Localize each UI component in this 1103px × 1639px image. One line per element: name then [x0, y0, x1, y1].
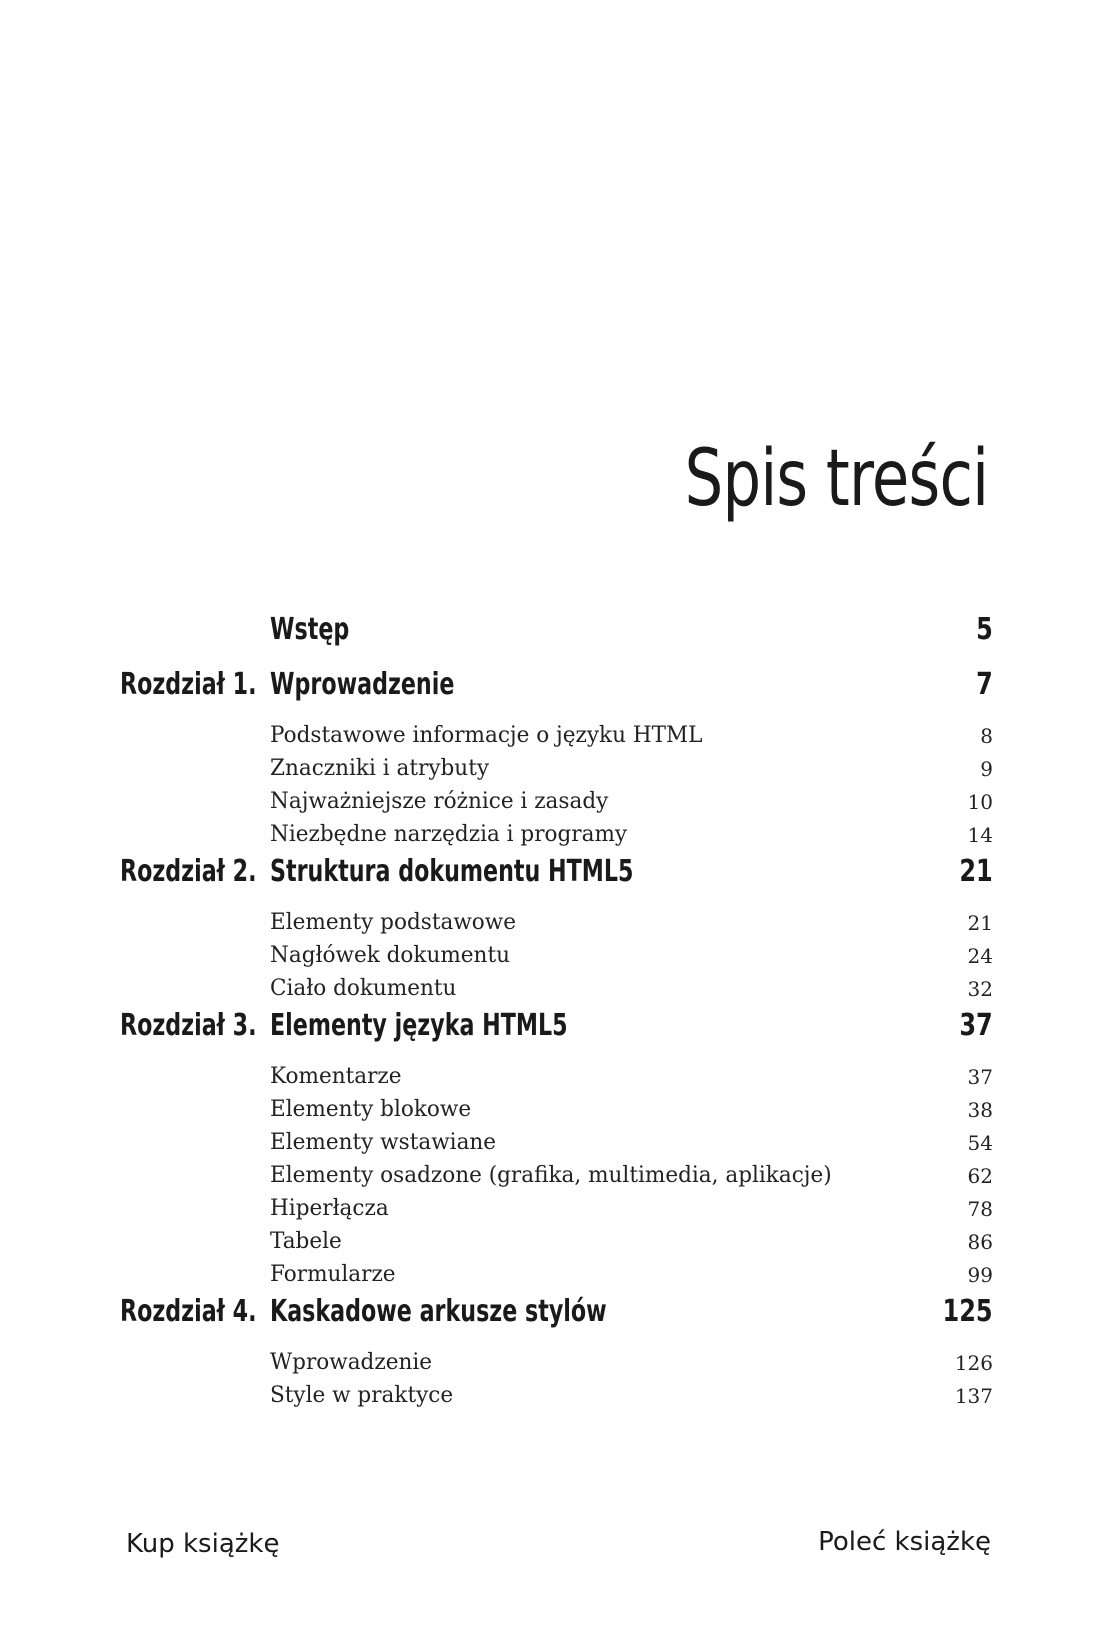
- chapter-page: 7: [976, 667, 993, 702]
- chapter-page: 5: [976, 612, 993, 647]
- entry-title: Podstawowe informacje o języku HTML: [270, 723, 703, 748]
- entry-page: 54: [967, 1131, 993, 1155]
- toc-entry[interactable]: [0, 1228, 1103, 1261]
- entry-page: 126: [954, 1351, 993, 1375]
- entry-title: Formularze: [270, 1262, 396, 1287]
- entry-page: 86: [967, 1230, 993, 1254]
- toc-chapter-1[interactable]: [0, 667, 1103, 722]
- toc-entry[interactable]: [0, 788, 1103, 821]
- toc-entry[interactable]: [0, 975, 1103, 1008]
- chapter-title: Struktura dokumentu HTML5: [270, 854, 634, 889]
- entry-page: 21: [967, 911, 993, 935]
- entry-page: 32: [967, 977, 993, 1001]
- entry-title: Komentarze: [270, 1064, 402, 1089]
- recommend-book-link[interactable]: Poleć książkę: [818, 1527, 991, 1557]
- entry-title: Style w praktyce: [270, 1383, 454, 1408]
- toc-entry[interactable]: [0, 1162, 1103, 1195]
- toc-chapter-3[interactable]: [0, 1008, 1103, 1063]
- entry-page: 99: [967, 1263, 993, 1287]
- entry-title: Elementy wstawiane: [270, 1130, 497, 1155]
- toc-entry[interactable]: [0, 1349, 1103, 1382]
- entry-title: Najważniejsze różnice i zasady: [270, 789, 609, 814]
- chapter-label: Rozdział 1.: [120, 667, 257, 702]
- toc-entry[interactable]: [0, 1096, 1103, 1129]
- entry-page: 38: [967, 1098, 993, 1122]
- entry-page: 14: [967, 823, 993, 847]
- toc-entry[interactable]: [0, 1129, 1103, 1162]
- toc-entry[interactable]: [0, 1261, 1103, 1294]
- chapter-title: Elementy języka HTML5: [270, 1008, 568, 1043]
- entry-title: Ciało dokumentu: [270, 976, 457, 1001]
- entry-title: Elementy blokowe: [270, 1097, 472, 1122]
- toc-entry[interactable]: [0, 821, 1103, 854]
- entry-page: 10: [967, 790, 993, 814]
- toc-chapter-intro[interactable]: [0, 612, 1103, 667]
- entry-title: Znaczniki i atrybuty: [270, 756, 490, 781]
- toc-entry[interactable]: [0, 1382, 1103, 1415]
- chapter-page: 37: [959, 1008, 993, 1043]
- toc-entry[interactable]: [0, 722, 1103, 755]
- toc-chapter-2[interactable]: [0, 854, 1103, 909]
- toc-chapter-4[interactable]: [0, 1294, 1103, 1349]
- table-of-contents: [0, 612, 1103, 1415]
- chapter-page: 21: [959, 854, 993, 889]
- toc-entry[interactable]: [0, 1195, 1103, 1228]
- entry-title: Nagłówek dokumentu: [270, 943, 510, 968]
- buy-book-link[interactable]: Kup książkę: [126, 1529, 280, 1559]
- entry-page: 9: [980, 757, 993, 781]
- entry-title: Tabele: [270, 1229, 342, 1254]
- chapter-title: Wstęp: [270, 612, 350, 647]
- entry-page: 8: [980, 724, 993, 748]
- entry-page: 62: [967, 1164, 993, 1188]
- entry-page: 78: [967, 1197, 993, 1221]
- entry-title: Elementy osadzone (grafika, multimedia, aplikacje): [270, 1163, 832, 1188]
- chapter-page: 125: [942, 1294, 993, 1329]
- toc-entry[interactable]: [0, 1063, 1103, 1096]
- entry-page: 137: [954, 1384, 993, 1408]
- chapter-title: Kaskadowe arkusze stylów: [270, 1294, 607, 1329]
- chapter-label: Rozdział 3.: [120, 1008, 257, 1043]
- entry-title: Wprowadzenie: [270, 1350, 433, 1375]
- entry-title: Hiperłącza: [270, 1196, 389, 1221]
- entry-title: Elementy podstawowe: [270, 910, 516, 935]
- entry-page: 37: [967, 1065, 993, 1089]
- chapter-label: Rozdział 4.: [120, 1294, 257, 1329]
- page-title: Spis treści: [684, 434, 988, 524]
- toc-entry[interactable]: [0, 942, 1103, 975]
- entry-title: Niezbędne narzędzia i programy: [270, 822, 628, 847]
- toc-entry[interactable]: [0, 755, 1103, 788]
- chapter-label: Rozdział 2.: [120, 854, 257, 889]
- toc-entry[interactable]: [0, 909, 1103, 942]
- chapter-title: Wprowadzenie: [270, 667, 455, 702]
- entry-page: 24: [967, 944, 993, 968]
